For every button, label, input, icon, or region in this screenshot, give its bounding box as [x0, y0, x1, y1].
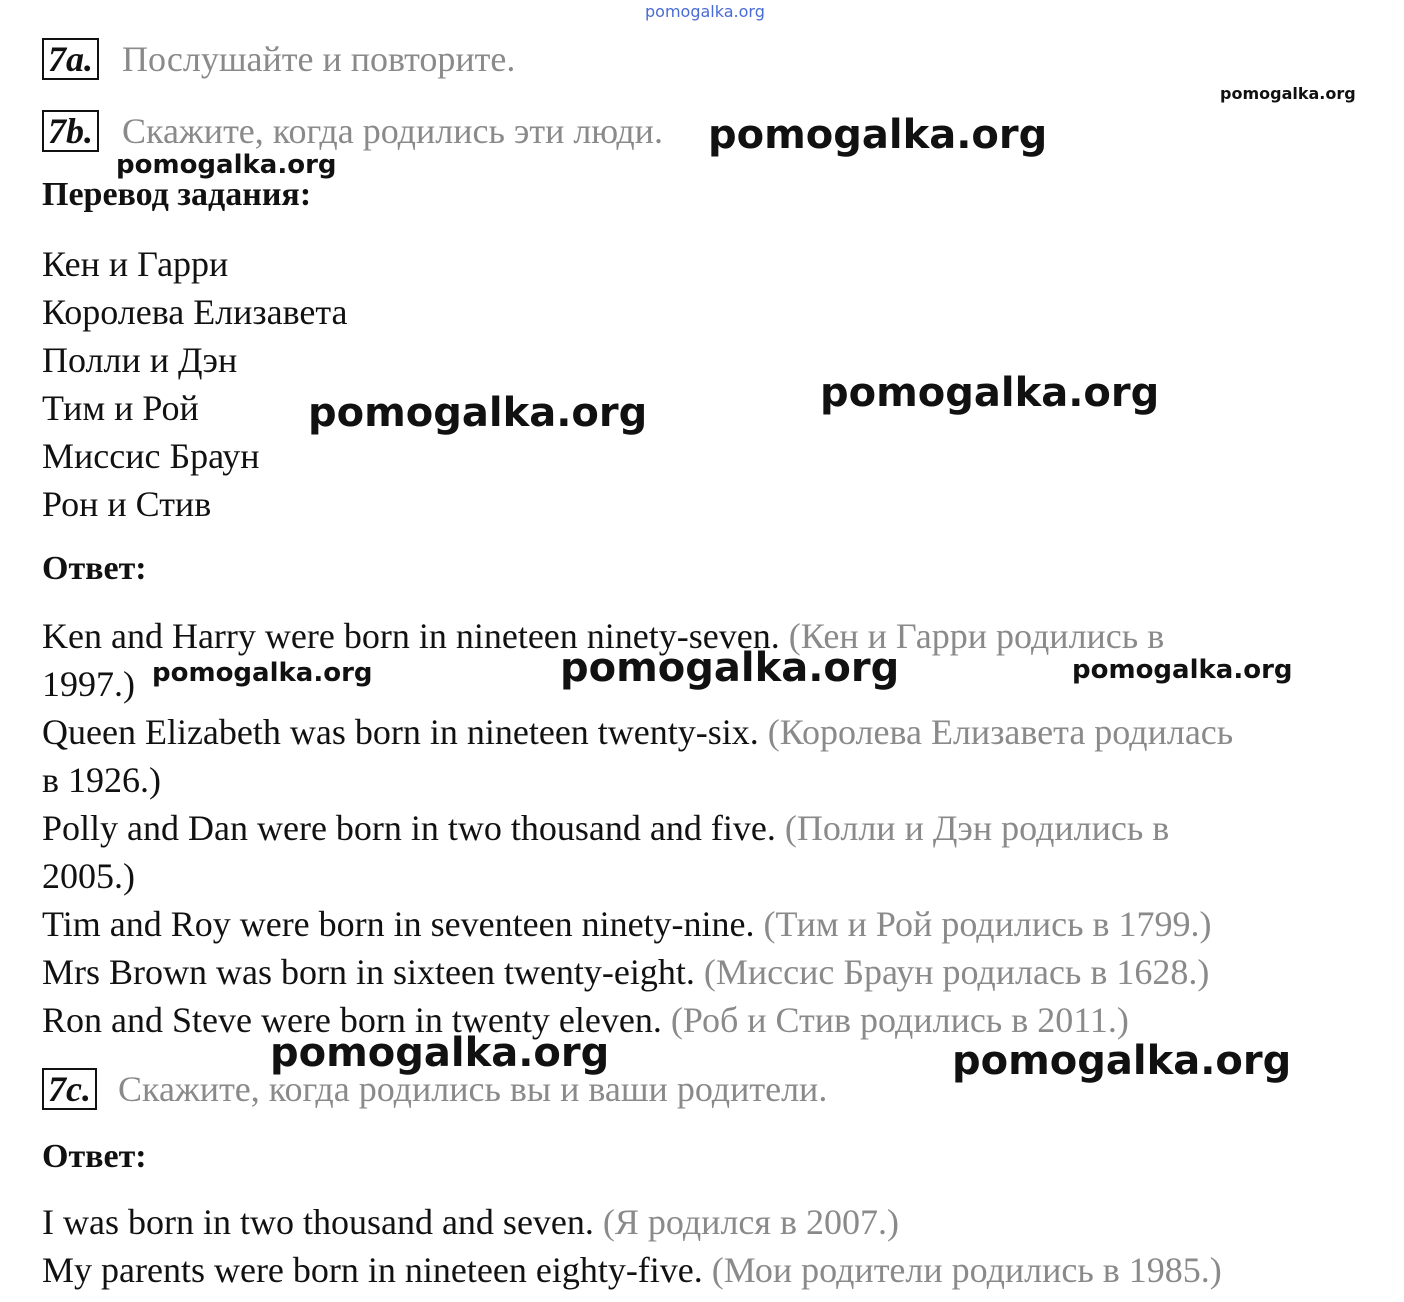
watermark: pomogalka.org	[820, 370, 1160, 416]
task-number-7c: 7c.	[42, 1068, 97, 1110]
answer-line	[42, 1198, 899, 1246]
answer-english: Mrs Brown was born in sixteen twenty-eight.	[42, 952, 695, 992]
task-7b-instruction: Скажите, когда родились эти люди.	[122, 111, 663, 151]
answer-russian: (Я родился в 2007.)	[602, 1202, 899, 1242]
answer-russian: (Мои родители родились в 1985.)	[711, 1250, 1222, 1290]
translation-heading: Перевод задания:	[42, 176, 312, 213]
answer-russian: (Королева Елизавета родилась	[767, 712, 1234, 752]
answer-english: Ron and Steve were born in twenty eleven.	[42, 1000, 662, 1040]
watermark: pomogalka.org	[152, 658, 373, 688]
answer-russian: (Миссис Браун родилась в 1628.)	[703, 952, 1210, 992]
answer-line	[42, 708, 1233, 756]
watermark: pomogalka.org	[952, 1038, 1292, 1084]
watermark: pomogalka.org	[270, 1030, 610, 1076]
answer-line	[42, 948, 1209, 996]
task-number-7b: 7b.	[42, 110, 99, 152]
task-7a-instruction: Послушайте и повторите.	[122, 39, 516, 79]
answer-russian: (Роб и Стив родились в 2011.)	[670, 1000, 1129, 1040]
watermark: pomogalka.org	[708, 112, 1048, 158]
answer-english: Polly and Dan were born in two thousand and five.	[42, 808, 776, 848]
answer-english: Queen Elizabeth was born in nineteen twenty-six.	[42, 712, 759, 752]
answer-english: Tim and Roy were born in seventeen ninety-nine.	[42, 904, 755, 944]
answer-english: I was born in two thousand and seven.	[42, 1202, 594, 1242]
answer-heading: Ответ:	[42, 550, 147, 587]
name-item: Королева Елизавета	[42, 292, 348, 332]
answer-line-cont: в 1926.)	[42, 760, 161, 800]
answer-english: My parents were born in nineteen eighty-five.	[42, 1250, 703, 1290]
answer-russian: (Кен и Гарри родились в	[788, 616, 1165, 656]
watermark: pomogalka.org	[308, 390, 648, 436]
watermark: pomogalka.org	[1072, 655, 1293, 685]
name-item: Полли и Дэн	[42, 340, 238, 380]
name-item: Миссис Браун	[42, 436, 260, 476]
answer-heading-2: Ответ:	[42, 1138, 147, 1175]
answer-line	[42, 804, 1169, 852]
answer-russian: (Полли и Дэн родились в	[784, 808, 1170, 848]
watermark-top: pomogalka.org	[645, 2, 765, 21]
task-number-7a: 7a.	[42, 38, 99, 80]
name-item: Тим и Рой	[42, 388, 199, 428]
answer-english: Ken and Harry were born in nineteen ninety-seven.	[42, 616, 780, 656]
name-item: Кен и Гарри	[42, 244, 229, 284]
watermark-small-right: pomogalka.org	[1220, 84, 1356, 103]
answer-line-cont: 1997.)	[42, 664, 135, 704]
name-item: Рон и Стив	[42, 484, 212, 524]
answer-line	[42, 900, 1211, 948]
watermark: pomogalka.org	[560, 645, 900, 691]
task-7c-instruction: Скажите, когда родились вы и ваши родители.	[118, 1069, 828, 1109]
answer-line	[42, 1246, 1222, 1294]
answer-russian: (Тим и Рой родились в 1799.)	[763, 904, 1212, 944]
answer-line-cont: 2005.)	[42, 856, 135, 896]
watermark: pomogalka.org	[116, 150, 337, 180]
